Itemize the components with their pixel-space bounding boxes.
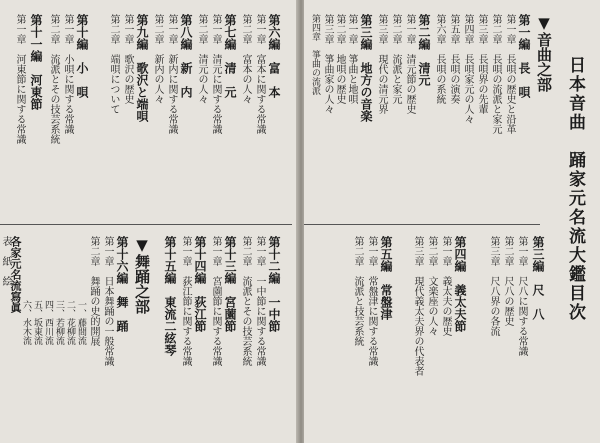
tl-col-2: 第二章 富本の人々: [240, 14, 251, 104]
tl-col-4: 第一章 清元に関する常識: [210, 14, 221, 134]
bl-col-0: 第十二編 一中節: [267, 236, 281, 332]
bl-part: ▼舞踊之部: [133, 236, 151, 314]
bl-col-7: 第十五編 東流二絃琴: [163, 236, 177, 356]
tr-col-6: 第六章 長唄の系統: [434, 14, 445, 104]
bl-col-9: 第一章 日本舞踊の一般常識: [102, 236, 113, 366]
book-title: 日本音曲 踊家元名流大鑑目次: [565, 56, 585, 322]
bl-col-4: 第一章 宮薗節に関する常識: [210, 236, 221, 366]
tr-col-1: 第一章 長唄の歴史と沿革: [504, 14, 515, 134]
tl-col-0: 第六編 富 本: [267, 14, 281, 98]
bl-footer2: 表 紙 絵: [0, 236, 11, 286]
divider-top-left: [0, 224, 292, 225]
tr-col-13: 第二章 地唄の歴史: [334, 14, 345, 104]
bl-col-6: 第一章 荻江節に関する常識: [180, 236, 191, 366]
tl-col-8: 第二章 新内の人々: [152, 14, 163, 104]
tr-col-14: 第三章 箏曲家の人々: [322, 14, 333, 114]
tl-col-6: 第八編 新 内: [179, 14, 193, 98]
bl-col-5: 第十四編 荻江節: [193, 236, 207, 332]
bl-col-16: 六、水木流: [21, 300, 31, 345]
tr-col-5: 第五章 長唄の演奏: [448, 14, 459, 104]
tr-col-10: 第三章 現代の清元界: [376, 14, 387, 114]
br-col-8: 第五編 常盤津: [379, 236, 393, 320]
bl-col-1: 第一章 一中節に関する常識: [254, 236, 265, 366]
br-col-10: 第二章 流派と技芸系統: [352, 236, 363, 346]
bl-col-11: 一、藤間流: [76, 300, 86, 345]
tl-col-12: 第十編 小 唄: [75, 14, 89, 98]
tl-col-14: 第二章 流派とその技芸系統: [48, 14, 59, 144]
br-col-7: 第三章 現代義太夫界の代表者: [412, 236, 423, 376]
right-page: [304, 0, 600, 443]
bl-footer: 各家元名流寫眞: [9, 236, 22, 313]
bl-col-13: 三、若柳流: [54, 300, 64, 345]
br-col-6: 第二章 文楽座の人々: [426, 236, 437, 336]
tr-col-15: 第四章 箏曲の流派: [310, 14, 320, 95]
tr-col-2: 第二章 長唄の流派と家元: [490, 14, 501, 134]
tl-col-13: 第一章 小唄に関する常識: [62, 14, 73, 134]
bl-col-14: 四、西川流: [43, 300, 53, 345]
br-col-4: 第四編 義太夫節: [453, 236, 467, 332]
br-col-5: 第一章 義太夫の歴史: [440, 236, 451, 336]
bl-col-8: 第十六編 舞 踊: [115, 236, 129, 332]
tl-col-3: 第七編 清 元: [223, 14, 237, 98]
br-col-0: 第三編 尺 八: [531, 236, 545, 320]
br-col-9: 第一章 常盤津に関する常識: [366, 236, 377, 366]
tr-col-4: 第四章 長唄家元の人々: [462, 14, 473, 124]
tr-part: ▼音曲之部: [535, 14, 553, 92]
tl-col-11: 第二章 端唄について: [108, 14, 119, 114]
tr-col-7: 第二編 清元: [417, 14, 431, 86]
bl-col-15: 五、坂東流: [32, 300, 42, 345]
tl-col-5: 第二章 清元の人々: [196, 14, 207, 104]
bl-col-3: 第十三編 宮薗節: [223, 236, 237, 332]
br-col-2: 第二章 尺八の歴史: [502, 236, 513, 326]
br-col-1: 第一章 尺八に関する常識: [516, 236, 527, 356]
bl-col-10: 第二章 舞踊の史的開展: [88, 236, 99, 346]
tr-col-11: 第三編 地方の音楽: [359, 14, 373, 122]
tr-col-9: 第二章 流派と家元: [390, 14, 401, 104]
tl-col-10: 第一章 歌沢の歴史: [122, 14, 133, 104]
tr-col-0: 第一編 長 唄: [517, 14, 531, 98]
tr-col-12: 第一章 箏曲と地唄: [346, 14, 357, 104]
bl-col-12: 二、花柳流: [65, 300, 75, 345]
divider-top-right: [304, 224, 540, 225]
tl-col-1: 第一章 富本に関する常識: [254, 14, 265, 134]
tr-col-8: 第一章 清元節の歴史: [404, 14, 415, 114]
tl-col-9: 第九編 歌沢と端唄: [135, 14, 149, 122]
left-page: [0, 0, 298, 443]
br-col-3: 第三章 尺八界の各流: [488, 236, 499, 336]
bl-col-2: 第二章 流派とその技芸系統: [240, 236, 251, 366]
tl-col-15: 第十一編 河東節: [29, 14, 43, 110]
tl-col-7: 第一章 新内に関する常識: [166, 14, 177, 134]
tl-col-16: 第一章 河東節に関する常識: [14, 14, 25, 144]
tr-col-3: 第三章 長唄界の先輩: [476, 14, 487, 114]
